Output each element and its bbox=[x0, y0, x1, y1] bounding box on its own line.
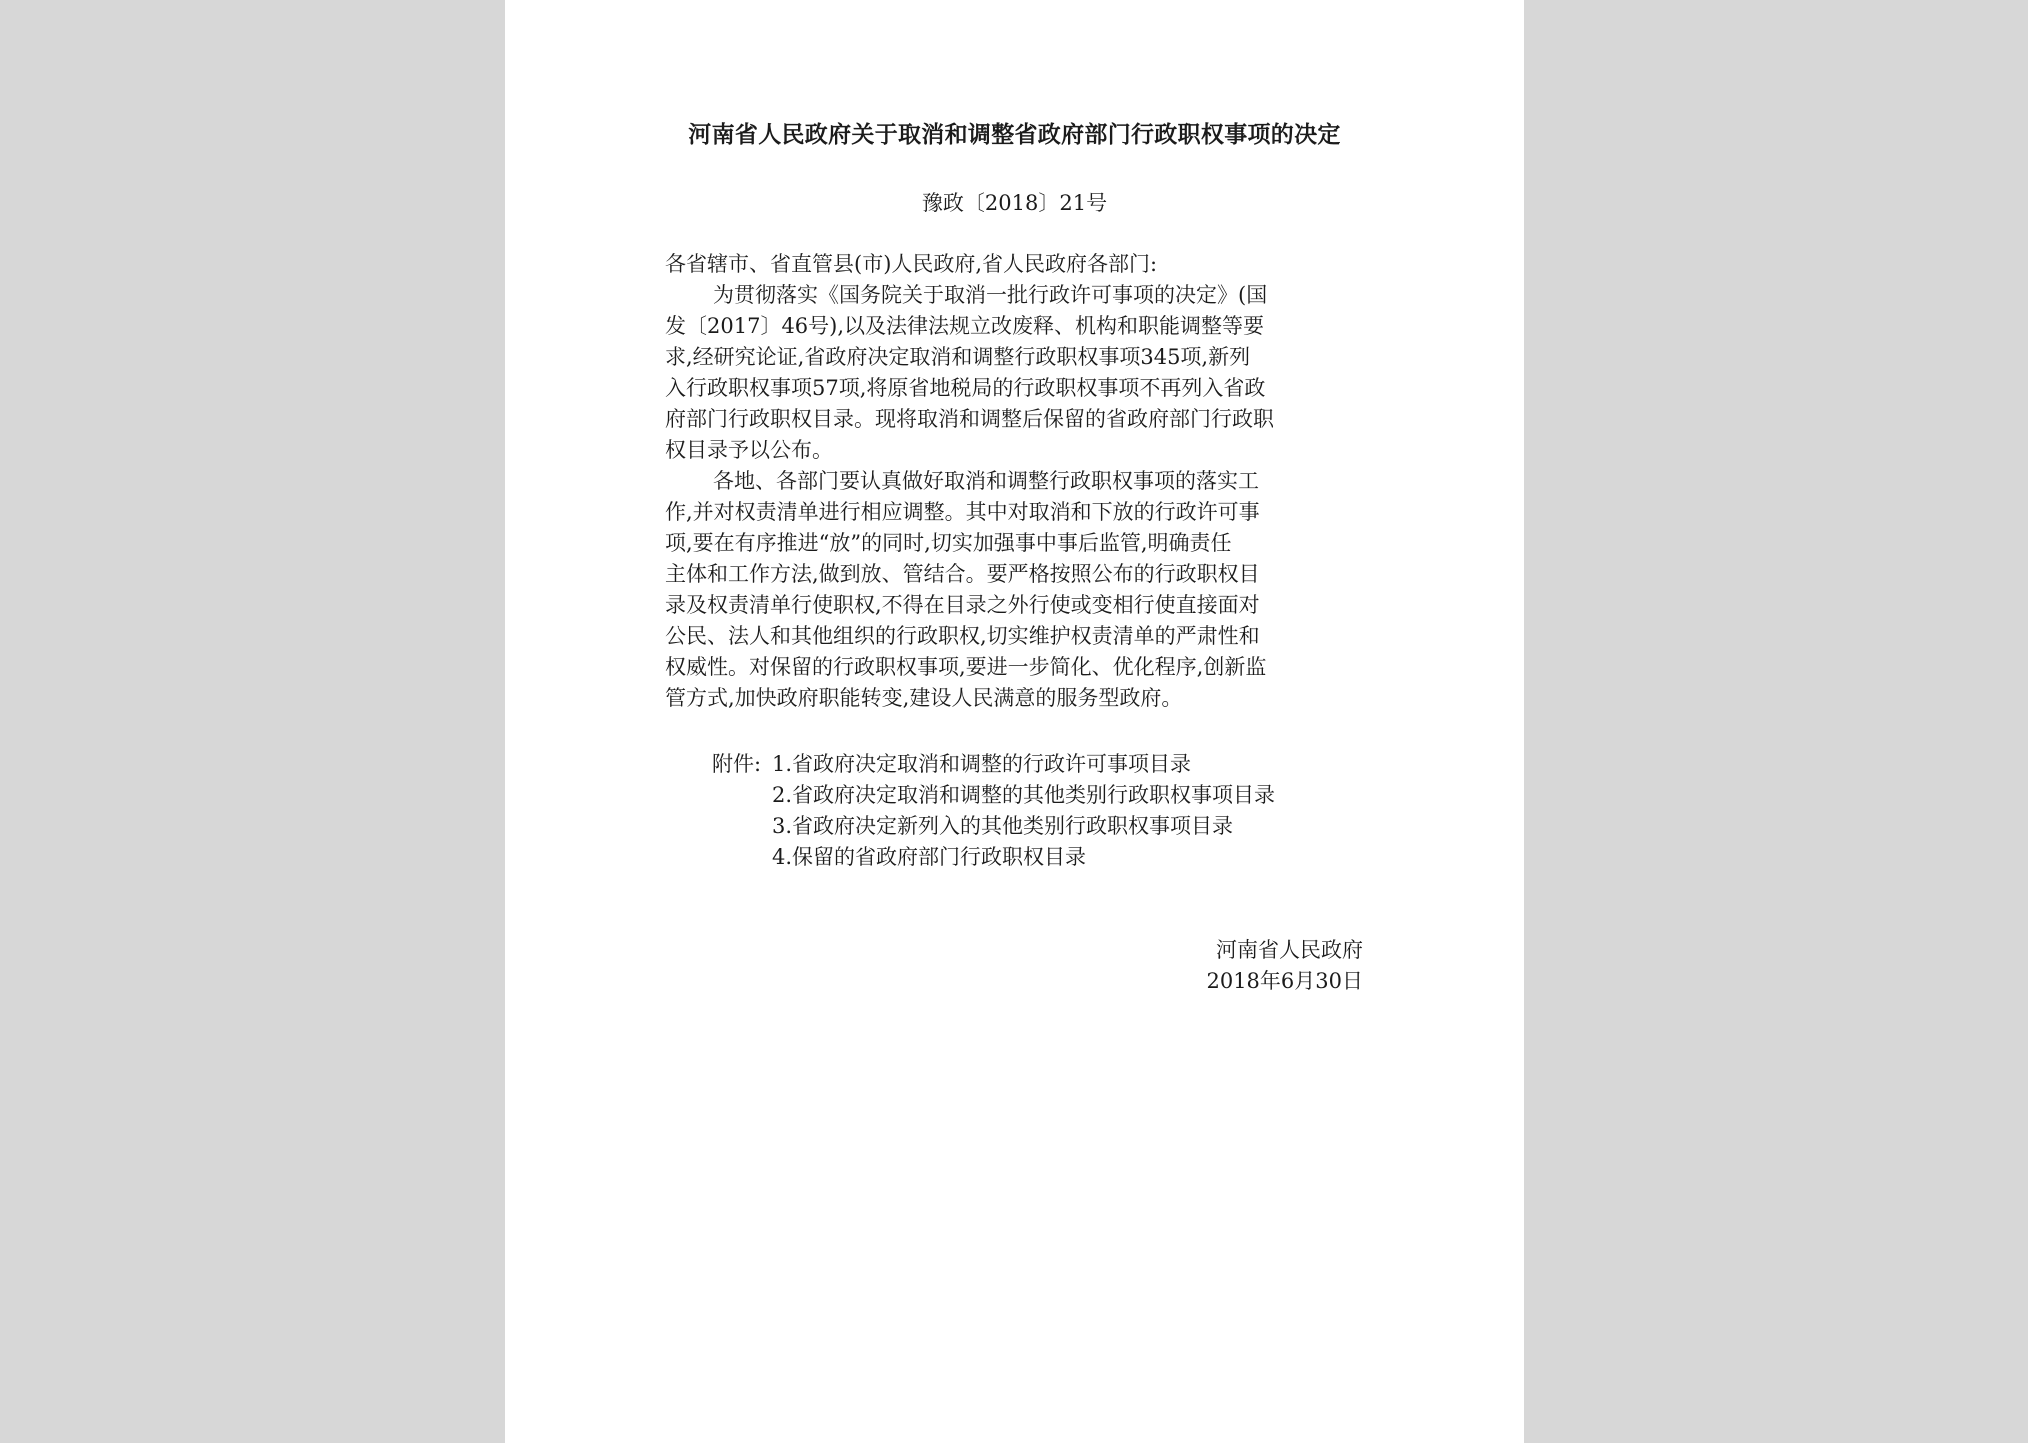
paragraph-line: 主体和工作方法,做到放、管结合。要严格按照公布的行政职权目 bbox=[665, 562, 1260, 586]
paragraph-line: 公民、法人和其他组织的行政职权,切实维护权责清单的严肃性和 bbox=[665, 624, 1260, 648]
attachment-title: 4.保留的省政府部门行政职权目录 bbox=[772, 845, 1087, 869]
paragraph-line: 求,经研究论证,省政府决定取消和调整行政职权事项345项,新列 bbox=[665, 345, 1251, 369]
attachment-title: 1.省政府决定取消和调整的行政许可事项目录 bbox=[772, 752, 1192, 776]
attachments-list bbox=[712, 749, 1275, 873]
paragraph-line: 作,并对权责清单进行相应调整。其中对取消和下放的行政许可事 bbox=[665, 500, 1260, 524]
paragraph-line: 权目录予以公布。 bbox=[665, 438, 833, 462]
attachment-title: 3.省政府决定新列入的其他类别行政职权事项目录 bbox=[772, 814, 1234, 838]
issue-date: 2018年6月30日 bbox=[1206, 969, 1363, 993]
paragraph-line: 府部门行政职权目录。现将取消和调整后保留的省政府部门行政职 bbox=[665, 407, 1274, 431]
document-number: 豫政〔2018〕21号 bbox=[921, 191, 1108, 215]
paragraph-line: 录及权责清单行使职权,不得在目录之外行使或变相行使直接面对 bbox=[665, 593, 1260, 617]
paragraph-line: 发〔2017〕46号),以及法律法规立改废释、机构和职能调整等要 bbox=[665, 314, 1265, 338]
document-page bbox=[505, 0, 1524, 1443]
paragraph-line: 管方式,加快政府职能转变,建设人民满意的服务型政府。 bbox=[665, 686, 1183, 710]
attachment-item bbox=[712, 811, 1275, 842]
paragraph-line: 为贯彻落实《国务院关于取消一批行政许可事项的决定》(国 bbox=[713, 283, 1268, 307]
paragraph-1 bbox=[665, 280, 1370, 466]
paragraph-line: 入行政职权事项57项,将原省地税局的行政职权事项不再列入省政 bbox=[665, 376, 1266, 400]
attachments-label: 附件: bbox=[712, 752, 762, 776]
paragraph-line: 各地、各部门要认真做好取消和调整行政职权事项的落实工 bbox=[713, 469, 1259, 493]
attachment-item bbox=[712, 842, 1275, 873]
attachment-title: 2.省政府决定取消和调整的其他类别行政职权事项目录 bbox=[772, 783, 1276, 807]
issuer-name: 河南省人民政府 bbox=[1216, 938, 1363, 962]
document-body bbox=[665, 249, 1370, 714]
attachment-item bbox=[712, 749, 1275, 780]
document-title: 河南省人民政府关于取消和调整省政府部门行政职权事项的决定 bbox=[688, 122, 1341, 148]
salutation: 各省辖市、省直管县(市)人民政府,省人民政府各部门: bbox=[665, 252, 1158, 276]
signature-block bbox=[1206, 935, 1363, 997]
paragraph-line: 权威性。对保留的行政职权事项,要进一步简化、优化程序,创新监 bbox=[665, 655, 1267, 679]
paragraph-2 bbox=[665, 466, 1370, 714]
paragraph-line: 项,要在有序推进“放”的同时,切实加强事中事后监管,明确责任 bbox=[665, 531, 1232, 555]
attachment-item bbox=[712, 780, 1275, 811]
